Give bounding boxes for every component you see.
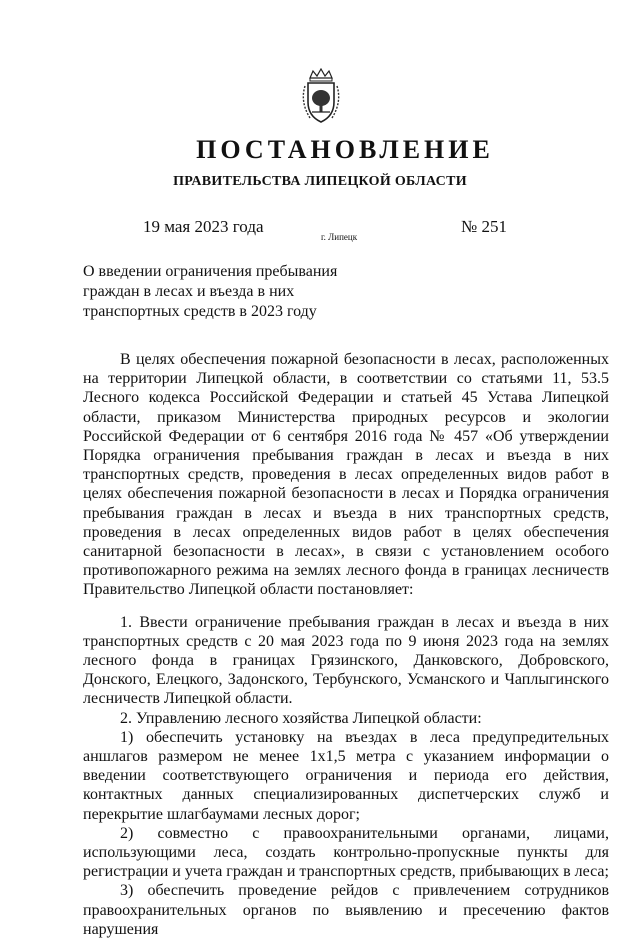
item-2-1-paragraph: 1) обеспечить установку на въездах в леса предупредительных аншлагов размером не менее 1х1,5 метра с указанием информации о введении соответствующего ограничения и периода его действия, контактных данных специализированных диспетчерских служб и перекрытие шлагбаумами лесных дорог; (83, 728, 609, 823)
issuing-authority: ПРАВИТЕЛЬСТВА ЛИПЕЦКОЙ ОБЛАСТИ (173, 174, 467, 189)
coat-of-arms-icon (298, 68, 344, 124)
document-subject: О введении ограничения пребывания граждан в лесах и въезда в них транспортных средств в 2023 году (83, 263, 338, 320)
document-date: 19 мая 2023 года (143, 217, 264, 236)
item-2-paragraph: 2. Управлению лесного хозяйства Липецкой области: (120, 709, 482, 727)
preamble-paragraph: В целях обеспечения пожарной безопасности в лесах, расположенных на территории Липецкой области, в соответствии со статьями 11, 53.5 Лесного кодекса Российской Федерации и статьей 45 Устава Липецкой области, приказом Министерства природных ресурсов и экологии Российской Федерации от 6 сентября 2016 года № 457 «Об утверждении Порядка ограничения пребывания граждан в лесах и въезда в них транспортных средств, проведения в лесах определенных видов работ в целях обеспечения пожарной безопасности в лесах и Порядка ограничения пребывания граждан в лесах и въезда в них транспортных средств, проведения в лесах определенных видов работ в целях обеспечения санитарной безопасности в лесах», в связи с установлением особого противопожарного режима на землях лесного фонда в границах лесничеств Правительство Липецкой области постановляет: (83, 351, 609, 599)
item-2-3-paragraph: 3) обеспечить проведение рейдов с привлечением сотрудников правоохранительных органов по выявлению и пресечению фактов нарушения (83, 882, 609, 938)
item-1-paragraph: 1. Ввести ограничение пребывания граждан в лесах и въезда в них транспортных средств с 20 мая 2023 года по 9 июня 2023 года на землях лесного фонда в границах Грязинского, Данковского, Добровского, Донского, Елецкого, Задонского, Тербунского, Усманского и Чаплыгинского лесничеств Липецкой области. (83, 613, 609, 708)
document-body (83, 350, 609, 939)
document-title: ПОСТАНОВЛЕНИЕ (196, 135, 494, 164)
document-number: № 251 (461, 217, 507, 236)
item-2-2-paragraph: 2) совместно с правоохранительными органами, лицами, использующими леса, создать контрольно-пропускные пункты для регистрации и учета граждан и транспортных средств, прибывающих в леса; (83, 824, 609, 881)
document-city: г. Липецк (321, 232, 358, 242)
